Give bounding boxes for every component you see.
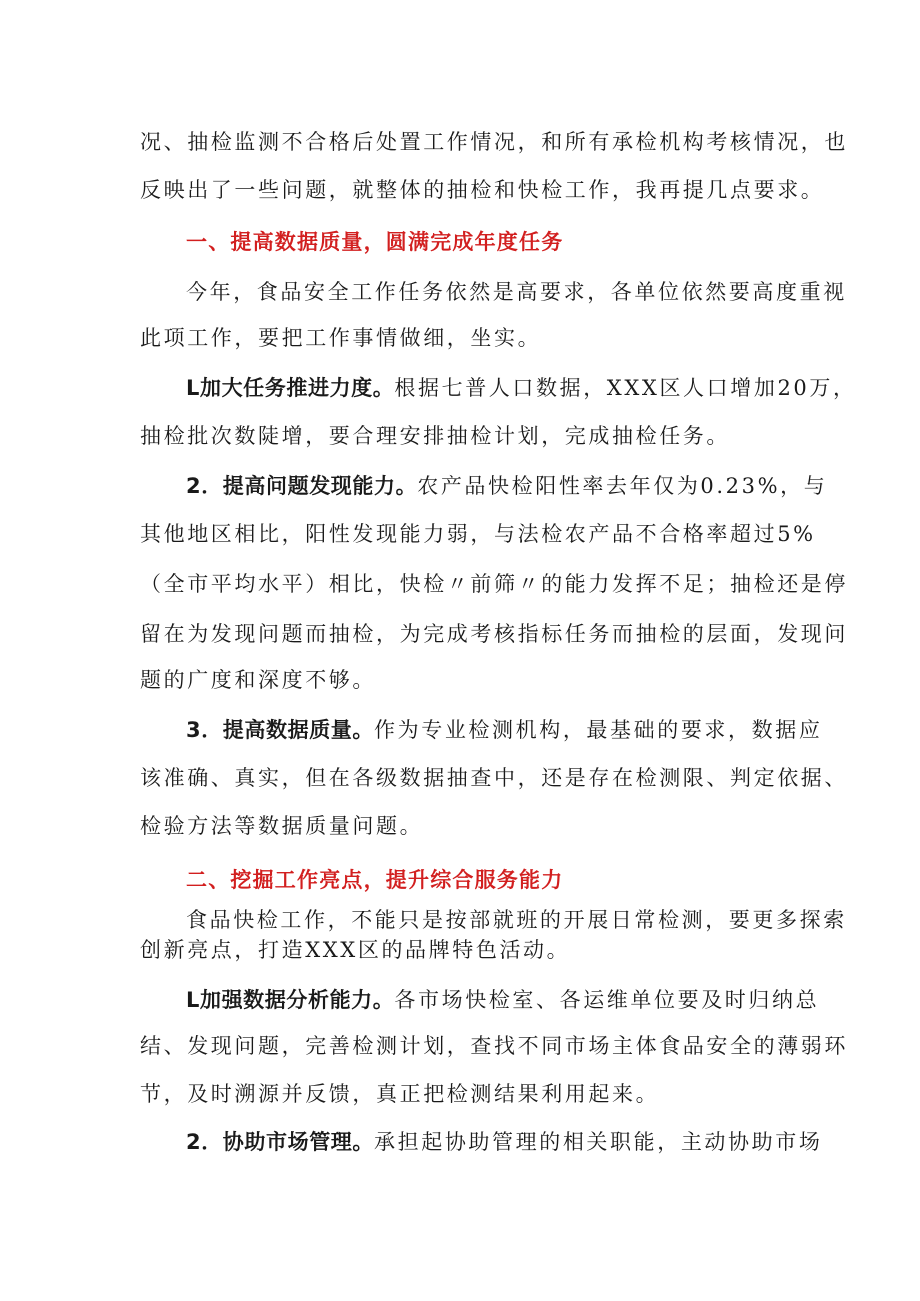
paragraph-line: 题的广度和深度不够。 — [140, 668, 376, 692]
list-item-text: 各市场快检室、各运维单位要及时归纳总 — [394, 988, 820, 1012]
paragraph-line: 检验方法等数据质量问题。 — [140, 814, 424, 838]
paragraph-line: 留在为发现问题而抽检，为完成考核指标任务而抽检的层面，发现问 — [140, 622, 848, 646]
paragraph-line: 食品快检工作，不能只是按部就班的开展日常检测，要更多探索 — [186, 908, 847, 932]
list-item-text: 根据七普人口数据，XXX区人口增加20万， — [394, 376, 857, 400]
paragraph-line: 该准确、真实，但在各级数据抽查中，还是存在检测限、判定依据、 — [140, 766, 848, 790]
list-item-text: 承担起协助管理的相关职能，主动协助市场 — [374, 1130, 823, 1154]
list-item-line — [186, 716, 823, 744]
section-heading-1: 一、提高数据质量，圆满完成年度任务 — [186, 230, 564, 254]
list-item-line — [186, 472, 828, 500]
paragraph-line: 况、抽检监测不合格后处置工作情况，和所有承检机构考核情况，也 — [140, 130, 848, 154]
list-item-lead: 2．提高问题发现能力。 — [186, 474, 418, 498]
list-item-text: 作为专业检测机构，最基础的要求，数据应 — [374, 718, 823, 742]
paragraph-line: 其他地区相比，阳性发现能力弱，与法检农产品不合格率超过5% — [140, 522, 816, 546]
list-item-lead: 2．协助市场管理。 — [186, 1130, 375, 1154]
paragraph-line: 今年，食品安全工作任务依然是高要求，各单位依然要高度重视 — [186, 280, 847, 304]
list-item-lead: 3．提高数据质量。 — [186, 718, 375, 742]
list-item-line — [186, 986, 820, 1014]
paragraph-line: （全市平均水平）相比，快检〃前筛〃的能力发挥不足；抽检还是停 — [140, 572, 848, 596]
list-item-line — [186, 374, 857, 402]
paragraph-line: 反映出了一些问题，就整体的抽检和快检工作，我再提几点要求。 — [140, 178, 825, 202]
paragraph-line: 结、发现问题，完善检测计划，查找不同市场主体食品安全的薄弱环 — [140, 1034, 848, 1058]
list-item-line — [186, 1128, 823, 1156]
list-item-lead: L加大任务推进力度。 — [186, 376, 395, 400]
list-item-text: 农产品快检阳性率去年仅为0.23%，与 — [417, 474, 828, 498]
paragraph-line: 此项工作，要把工作事情做细，坐实。 — [140, 326, 542, 350]
list-item-lead: L加强数据分析能力。 — [186, 988, 395, 1012]
paragraph-line: 创新亮点，打造XXX区的品牌特色活动。 — [140, 938, 571, 962]
paragraph-line: 节，及时溯源并反馈，真正把检测结果利用起来。 — [140, 1082, 660, 1106]
paragraph-line: 抽检批次数陡增，要合理安排抽检计划，完成抽检任务。 — [140, 424, 730, 448]
section-heading-2: 二、挖掘工作亮点，提升综合服务能力 — [186, 868, 564, 892]
